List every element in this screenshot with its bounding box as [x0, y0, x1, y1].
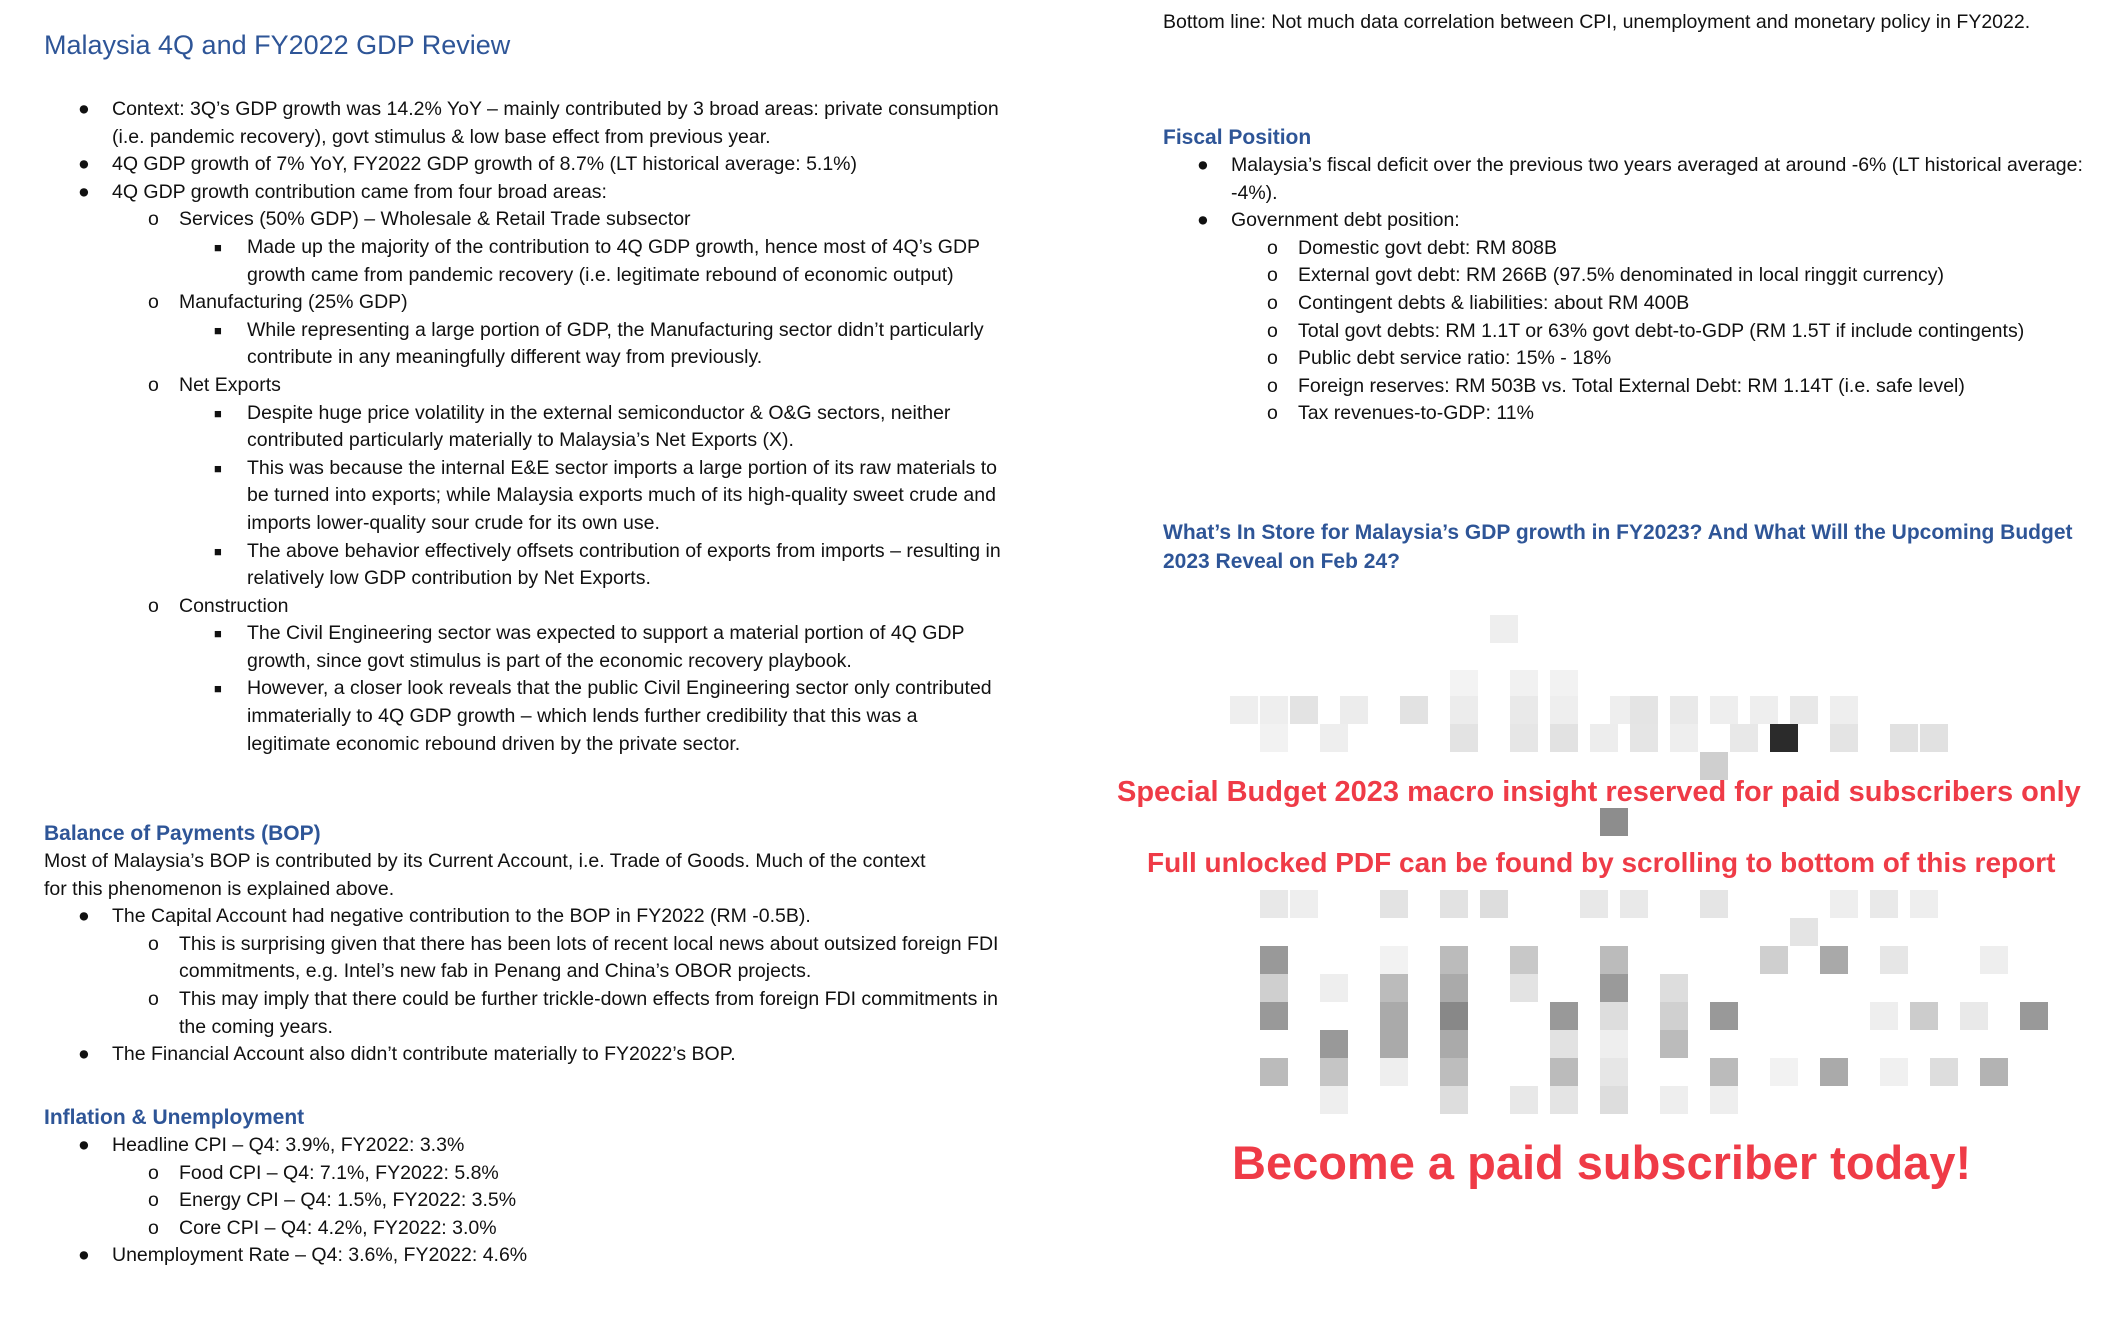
- blur-pixel: [1450, 724, 1478, 752]
- list-item-text: Manufacturing (25% GDP): [179, 291, 408, 314]
- blur-pixel: [1600, 1058, 1628, 1086]
- blur-pixel: [1660, 1002, 1688, 1030]
- list-item: [1163, 152, 2083, 207]
- list-item-text: Construction: [179, 594, 289, 617]
- bullet-marker-icon: ■: [214, 405, 222, 421]
- bullet-marker-icon: o: [1267, 402, 1278, 425]
- list-item: [1163, 318, 2083, 346]
- list-item-text: Made up the majority of the contribution to 4Q GDP growth, hence most of 4Q’s GDP growth came from pandemic recovery (i.e. legitimate rebound of economic output): [247, 235, 980, 286]
- list-item-text: This was because the internal E&E sector imports a large portion of its raw materials to be turned into exports; while Malaysia exports much of its high-quality sweet crude and imports lower-quality sour crude for its own use.: [247, 456, 997, 534]
- fiscal-heading: Fiscal Position: [1163, 126, 1312, 149]
- list-item-text: Energy CPI – Q4: 1.5%, FY2022: 3.5%: [179, 1189, 517, 1212]
- blur-pixel: [1880, 1058, 1908, 1086]
- blur-pixel: [1380, 890, 1408, 918]
- blur-pixel: [1550, 670, 1578, 698]
- list-item-text: Services (50% GDP) – Wholesale & Retail Trade subsector: [179, 208, 691, 231]
- outlook-heading: What’s In Store for Malaysia’s GDP growth in FY2023? And What Will the Upcoming Budget 2023 Reveal on Feb 24?: [1163, 521, 2073, 573]
- list-item-text: Core CPI – Q4: 4.2%, FY2022: 3.0%: [179, 1216, 497, 1239]
- blur-pixel: [1890, 724, 1918, 752]
- fiscal-section: [1163, 124, 2083, 428]
- blur-pixel: [1510, 946, 1538, 974]
- list-item: [44, 455, 1004, 538]
- blur-pixel: [1380, 1030, 1408, 1058]
- list-item: [44, 1132, 1004, 1160]
- blur-pixel: [2020, 1002, 2048, 1030]
- list-item: [1163, 262, 2083, 290]
- blur-pixel: [1700, 890, 1728, 918]
- list-item: [44, 179, 1004, 207]
- bullet-marker-icon: o: [1267, 347, 1278, 370]
- blur-pixel: [1600, 1086, 1628, 1114]
- bullet-marker-icon: o: [1267, 374, 1278, 397]
- bullet-marker-icon: o: [1267, 319, 1278, 342]
- blur-pixel: [1260, 724, 1288, 752]
- list-item: [44, 1187, 1004, 1215]
- list-item-text: Contingent debts & liabilities: about RM 400B: [1298, 291, 1690, 314]
- pixelated-blur-overlay: [1110, 600, 2095, 1190]
- list-item: [1163, 400, 2083, 428]
- blur-pixel: [1660, 1030, 1688, 1058]
- list-item-text: 4Q GDP growth contribution came from four broad areas:: [112, 180, 607, 203]
- bullet-marker-icon: ●: [1197, 209, 1209, 232]
- bullet-marker-icon: o: [148, 987, 159, 1010]
- inflation-bullet-list: [44, 1132, 1004, 1270]
- blur-pixel: [1260, 946, 1288, 974]
- bullet-marker-icon: o: [148, 1161, 159, 1184]
- bullet-marker-icon: ●: [78, 98, 90, 120]
- blur-pixel: [1710, 1058, 1738, 1086]
- blur-pixel: [1600, 1002, 1628, 1030]
- bullet-marker-icon: ■: [214, 681, 222, 697]
- bullet-marker-icon: ■: [214, 543, 222, 559]
- blur-pixel: [1380, 1058, 1408, 1086]
- subscribe-cta[interactable]: Become a paid subscriber today!: [1232, 1136, 1972, 1189]
- outlook-section: [1163, 518, 2083, 576]
- list-item-text: The Civil Engineering sector was expected to support a material portion of 4Q GDP growth, since govt stimulus is part of the economic recovery playbook.: [247, 622, 965, 672]
- blur-pixel: [1320, 1086, 1348, 1114]
- list-item-text: Net Exports: [179, 373, 281, 396]
- bullet-marker-icon: o: [148, 291, 159, 314]
- bullet-marker-icon: ●: [78, 180, 90, 203]
- list-item-text: However, a closer look reveals that the public Civil Engineering sector only contributed immaterially to 4Q GDP growth – which lends further credibility that this was a legitimate economic rebound driven by the private sector.: [247, 677, 992, 755]
- paywall-line-2: Full unlocked PDF can be found by scrolling to bottom of this report: [1147, 847, 2056, 878]
- inflation-heading: Inflation & Unemployment: [44, 1106, 305, 1129]
- blur-pixel: [1620, 890, 1648, 918]
- blur-pixel: [1480, 890, 1508, 918]
- blur-pixel: [1380, 974, 1408, 1002]
- blur-pixel: [1910, 890, 1938, 918]
- list-item-text: Public debt service ratio: 15% - 18%: [1298, 347, 1612, 370]
- list-item-text: Food CPI – Q4: 7.1%, FY2022: 5.8%: [179, 1161, 499, 1184]
- blur-pixel: [1320, 1058, 1348, 1086]
- bullet-marker-icon: o: [148, 594, 159, 617]
- blur-pixel: [1600, 808, 1628, 836]
- list-item: [1163, 235, 2083, 263]
- list-item-text: Unemployment Rate – Q4: 3.6%, FY2022: 4.6%: [112, 1244, 528, 1267]
- blur-pixel: [1910, 1002, 1938, 1030]
- blur-pixel: [1260, 1058, 1288, 1086]
- list-item-text: Tax revenues-to-GDP: 11%: [1298, 402, 1534, 425]
- paywall-line-1: Special Budget 2023 macro insight reserved for paid subscribers only: [1117, 776, 2081, 808]
- list-item: [1163, 207, 2083, 235]
- blur-pixel: [1960, 1002, 1988, 1030]
- blur-pixel: [1580, 890, 1608, 918]
- blur-pixel: [1600, 974, 1628, 1002]
- bullet-marker-icon: o: [1267, 291, 1278, 314]
- blur-pixel: [1710, 1086, 1738, 1114]
- list-item: [44, 289, 1004, 317]
- blur-pixel: [1920, 724, 1948, 752]
- blur-pixel: [1790, 696, 1818, 724]
- list-item: [44, 903, 1004, 931]
- blur-pixel: [1320, 1030, 1348, 1058]
- blur-pixel: [1260, 1002, 1288, 1030]
- blur-pixel: [1600, 946, 1628, 974]
- blur-pixel: [1320, 724, 1348, 752]
- list-item-text: While representing a large portion of GDP, the Manufacturing sector didn’t particularly contribute in any meaningfully different way from previously.: [247, 318, 984, 369]
- blur-pixel: [1770, 724, 1798, 752]
- blur-pixel: [1550, 696, 1578, 724]
- blur-pixel: [1510, 670, 1538, 698]
- blur-pixel: [1510, 1086, 1538, 1114]
- bottom-line-text: Bottom line: Not much data correlation between CPI, unemployment and monetary policy in FY2022.: [1163, 11, 2031, 33]
- bullet-marker-icon: o: [148, 208, 159, 231]
- blur-pixel: [1550, 1058, 1578, 1086]
- bullet-marker-icon: ●: [78, 1244, 90, 1267]
- blur-pixel: [1440, 1086, 1468, 1114]
- bop-section: [44, 820, 1004, 1069]
- bullet-marker-icon: ■: [214, 626, 222, 642]
- blur-pixel: [1260, 890, 1288, 918]
- list-item: [1163, 290, 2083, 318]
- blur-pixel: [1230, 696, 1258, 724]
- list-item: [44, 1041, 1004, 1069]
- list-item-text: The Capital Account had negative contribution to the BOP in FY2022 (RM -0.5B).: [112, 905, 811, 928]
- list-item: [44, 1160, 1004, 1188]
- bullet-marker-icon: ●: [78, 1134, 90, 1156]
- blur-pixel: [1440, 1030, 1468, 1058]
- list-item-text: Domestic govt debt: RM 808B: [1298, 236, 1558, 259]
- blur-pixel: [1290, 696, 1318, 724]
- list-item-text: The above behavior effectively offsets contribution of exports from imports – resulting in relatively low GDP contribution by Net Exports.: [247, 539, 1001, 590]
- blur-pixel: [1380, 946, 1408, 974]
- blur-pixel: [1440, 974, 1468, 1002]
- blur-pixel: [1830, 724, 1858, 752]
- blur-pixel: [1730, 724, 1758, 752]
- bop-intro: Most of Malaysia’s BOP is contributed by its Current Account, i.e. Trade of Goods. Much of the context for this phenomenon is explained above.: [44, 850, 926, 900]
- blur-pixel: [1440, 1058, 1468, 1086]
- bullet-marker-icon: ●: [78, 1043, 90, 1066]
- blur-pixel: [1630, 696, 1658, 724]
- bullet-marker-icon: ●: [1197, 154, 1209, 176]
- gdp-section: [44, 96, 1004, 758]
- list-item: [44, 931, 1004, 986]
- blur-pixel: [1670, 696, 1698, 724]
- blur-pixel: [1340, 696, 1368, 724]
- blur-pixel: [1980, 1058, 2008, 1086]
- bullet-marker-icon: ■: [214, 322, 222, 338]
- bullet-marker-icon: ●: [78, 153, 90, 176]
- list-item-text: Malaysia’s fiscal deficit over the previous two years averaged at around -6% (LT historical average: -4%).: [1231, 154, 2083, 204]
- list-item-text: Government debt position:: [1231, 209, 1460, 232]
- blur-pixel: [1510, 724, 1538, 752]
- bullet-marker-icon: o: [1267, 264, 1278, 287]
- list-item-text: 4Q GDP growth of 7% YoY, FY2022 GDP growth of 8.7% (LT historical average: 5.1%): [112, 153, 858, 176]
- blur-pixel: [1880, 946, 1908, 974]
- list-item: [44, 538, 1004, 593]
- blur-pixel: [1770, 1058, 1798, 1086]
- list-item: [44, 206, 1004, 234]
- list-item-text: Headline CPI – Q4: 3.9%, FY2022: 3.3%: [112, 1134, 465, 1156]
- blur-pixel: [1760, 946, 1788, 974]
- gdp-bullet-list: [44, 96, 1004, 758]
- bullet-marker-icon: o: [148, 1216, 159, 1239]
- blur-pixel: [1790, 918, 1818, 946]
- blur-pixel: [1510, 974, 1538, 1002]
- list-item: [44, 317, 1004, 372]
- list-item: [44, 675, 1004, 758]
- blur-pixel: [1930, 1058, 1958, 1086]
- list-item: [1163, 345, 2083, 373]
- list-item: [44, 620, 1004, 675]
- blur-pixel: [1710, 1002, 1738, 1030]
- page-title: Malaysia 4Q and FY2022 GDP Review: [44, 30, 511, 60]
- list-item: [44, 400, 1004, 455]
- bullet-marker-icon: o: [148, 373, 159, 396]
- blur-pixel: [1820, 946, 1848, 974]
- list-item: [44, 986, 1004, 1041]
- fiscal-bullet-list: [1163, 152, 2083, 428]
- blur-pixel: [1600, 1030, 1628, 1058]
- blur-pixel: [1290, 890, 1318, 918]
- blur-pixel: [1830, 696, 1858, 724]
- list-item: [44, 1242, 1004, 1270]
- blur-pixel: [1260, 696, 1288, 724]
- list-item: [44, 151, 1004, 179]
- list-item: [1163, 373, 2083, 401]
- bop-heading: Balance of Payments (BOP): [44, 822, 321, 845]
- list-item-text: Context: 3Q’s GDP growth was 14.2% YoY – mainly contributed by 3 broad areas: private consumption (i.e. pandemic recovery), govt stimulus & low base effect from previous year.: [112, 98, 999, 148]
- blur-pixel: [1660, 1086, 1688, 1114]
- blur-pixel: [1550, 1086, 1578, 1114]
- blur-pixel: [1450, 696, 1478, 724]
- blur-pixel: [1660, 974, 1688, 1002]
- blur-pixel: [1510, 696, 1538, 724]
- bullet-marker-icon: o: [148, 932, 159, 955]
- list-item: [44, 372, 1004, 400]
- blur-pixel: [1380, 1002, 1408, 1030]
- blur-pixel: [1870, 1002, 1898, 1030]
- bullet-marker-icon: ■: [214, 239, 222, 255]
- blur-pixel: [1870, 890, 1898, 918]
- blur-pixel: [1450, 670, 1478, 698]
- list-item: [44, 1215, 1004, 1243]
- blur-pixel: [1490, 615, 1518, 643]
- blur-pixel: [1630, 724, 1658, 752]
- blur-pixel: [1590, 724, 1618, 752]
- list-item-text: The Financial Account also didn’t contribute materially to FY2022’s BOP.: [112, 1043, 736, 1066]
- blur-pixel: [1260, 974, 1288, 1002]
- bullet-marker-icon: ●: [78, 905, 90, 928]
- blur-pixel: [1670, 724, 1698, 752]
- list-item-text: Foreign reserves: RM 503B vs. Total External Debt: RM 1.14T (i.e. safe level): [1298, 374, 1965, 397]
- blur-pixel: [1710, 696, 1738, 724]
- list-item-text: Total govt debts: RM 1.1T or 63% govt debt-to-GDP (RM 1.5T if include contingents): [1298, 319, 2025, 342]
- list-item-text: This may imply that there could be further trickle-down effects from foreign FDI commitments in the coming years.: [179, 987, 998, 1038]
- blur-pixel: [1440, 1002, 1468, 1030]
- bullet-marker-icon: o: [1267, 236, 1278, 259]
- list-item-text: This is surprising given that there has been lots of recent local news about outsized foreign FDI commitments, e.g. Intel’s new fab in Penang and China’s OBOR projects.: [179, 932, 999, 983]
- list-item: [44, 593, 1004, 621]
- bop-bullet-list: [44, 903, 1004, 1069]
- list-item: [44, 96, 1004, 151]
- bullet-marker-icon: o: [148, 1189, 159, 1212]
- blur-pixel: [1820, 1058, 1848, 1086]
- bottom-line: [1163, 9, 2063, 37]
- list-item-text: External govt debt: RM 266B (97.5% denominated in local ringgit currency): [1298, 264, 1945, 287]
- blur-pixel: [1830, 890, 1858, 918]
- list-item-text: Despite huge price volatility in the external semiconductor & O&G sectors, neither contributed particularly materially to Malaysia’s Net Exports (X).: [247, 401, 951, 452]
- bullet-marker-icon: ■: [214, 460, 222, 476]
- blur-pixel: [1440, 946, 1468, 974]
- blur-pixel: [1750, 696, 1778, 724]
- blur-pixel: [1550, 724, 1578, 752]
- blur-pixel: [1440, 890, 1468, 918]
- blur-pixel: [1320, 974, 1348, 1002]
- list-item: [44, 234, 1004, 289]
- blur-pixel: [1980, 946, 2008, 974]
- blur-pixel: [1400, 696, 1428, 724]
- blur-pixel: [1550, 1030, 1578, 1058]
- inflation-section: [44, 1104, 1004, 1270]
- blur-pixel: [1550, 1002, 1578, 1030]
